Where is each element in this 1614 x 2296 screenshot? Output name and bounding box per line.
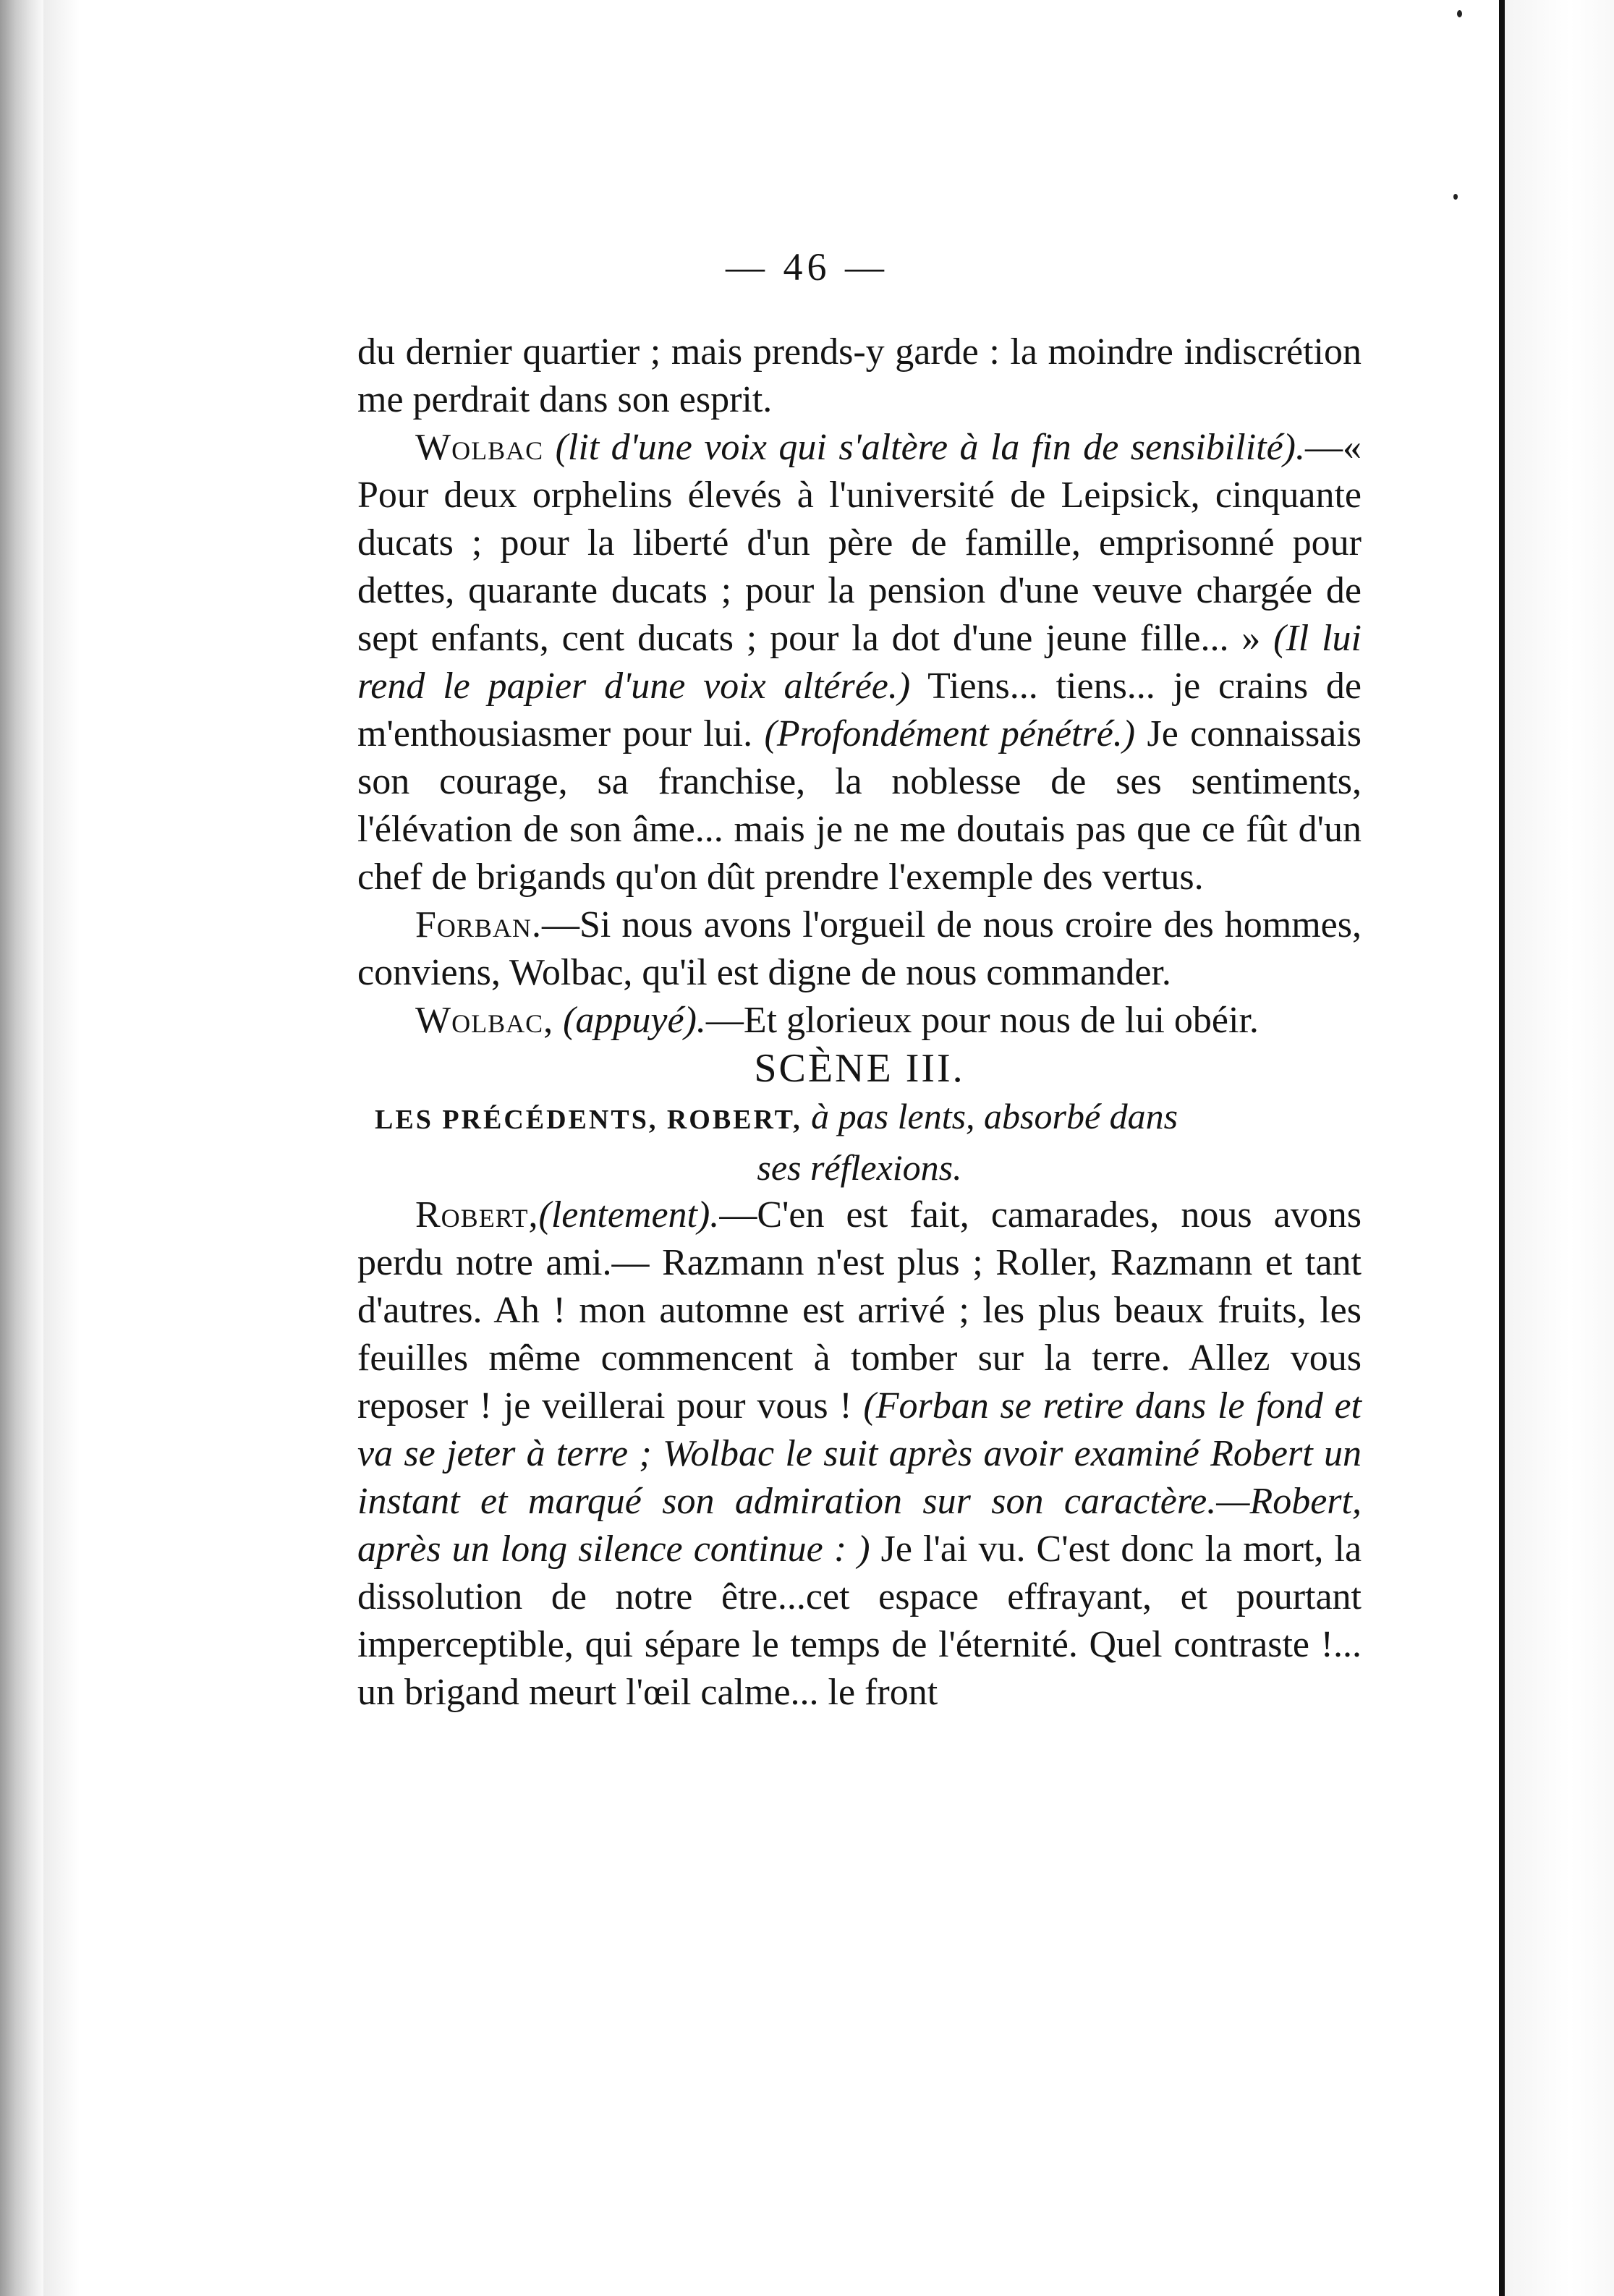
speaker-name: Wolbac	[415, 427, 544, 468]
page-text	[357, 328, 1362, 1717]
dialogue-text: Tiens... tiens... je crains de m'enthousiasmer pour lui.	[357, 666, 1362, 754]
speaker-name: Wolbac,	[415, 1000, 554, 1041]
stage-direction: à pas lents, absorbé dans	[811, 1096, 1178, 1136]
paragraph-robert	[357, 1191, 1362, 1717]
dialogue-text: Je l'ai vu. C'est donc la mort, la dissolution de notre être...cet espace effrayant, et pourtant imperceptible, qui sépare le temps de l'éternité. Quel contraste !... un brigand meurt l'œil calme... le front	[357, 1528, 1362, 1713]
dialogue-text: Je connaissais son courage, sa franchise, la noblesse de ses sentiments, l'élévation de son âme... mais je ne me doutais pas que ce fût d'un chef de brigands qu'on dût prendre l'exemple des vertus.	[357, 713, 1362, 898]
scene-cast-list	[357, 1092, 1362, 1144]
stage-direction: (Il lui rend le papier d'une voix altérée.)	[357, 618, 1362, 707]
stage-direction: (Forban se retire dans le fond et va se jeter à terre ; Wolbac le suit après avoir examiné Robert un instant et marqué son admiration sur son caractère.—Robert, après un long silence continue : )	[357, 1385, 1362, 1570]
binding-gutter	[1505, 0, 1614, 2296]
stage-direction: ses réflexions.	[757, 1147, 962, 1188]
stage-direction: (appuyé).	[563, 1000, 706, 1041]
scan-speck	[1457, 10, 1462, 17]
paragraph-wolbac	[357, 997, 1362, 1045]
stage-direction: (Profondément pénétré.)	[764, 713, 1136, 754]
scene-heading: SCÈNE III.	[754, 1046, 965, 1091]
page-number: — 46 —	[726, 245, 888, 289]
scene-cast-list-cont	[357, 1144, 1362, 1191]
paragraph-continuation: du dernier quartier ; mais prends-y garde : la moindre indiscrétion me perdrait dans son esprit.	[357, 331, 1362, 420]
binding-line	[1499, 0, 1505, 2296]
scan-speck	[1453, 194, 1458, 200]
dialogue-text: —C'en est fait, camarades, nous avons perdu notre ami.— Razmann n'est plus ; Roller, Razmann et tant d'autres. Ah ! mon automne est arrivé ; les plus beaux fruits, les feuilles même commencent à tomber sur la terre. Allez vous reposer ! je veillerai pour vous !	[357, 1194, 1362, 1427]
dialogue-text: —« Pour deux orphelins élevés à l'université de Leipsick, cinquante ducats ; pour la liberté d'un père de famille, emprisonné pour dettes, quarante ducats ; pour la pension d'une veuve chargée de sept enfants, cent ducats ; pour la dot d'une jeune fille... »	[357, 427, 1362, 659]
speaker-name: Robert,	[415, 1194, 539, 1236]
paragraph-forban	[357, 901, 1362, 997]
dialogue-text: —Et glorieux pour nous de lui obéir.	[705, 1000, 1259, 1041]
stage-direction: (lit d'une voix qui s'altère à la fin de sensibilité).	[555, 427, 1305, 468]
stage-direction: (lentement).	[538, 1194, 720, 1236]
page-edge-shadow	[0, 0, 43, 2296]
dialogue-text: —Si nous avons l'orgueil de nous croire des hommes, conviens, Wolbac, qu'il est digne de nous commander.	[357, 904, 1362, 993]
cast-names: LES PRÉCÉDENTS, ROBERT,	[375, 1105, 802, 1135]
speaker-name: Forban.	[415, 904, 542, 945]
page-edge-fade	[43, 0, 80, 2296]
paragraph-wolbac-reading	[357, 424, 1362, 901]
